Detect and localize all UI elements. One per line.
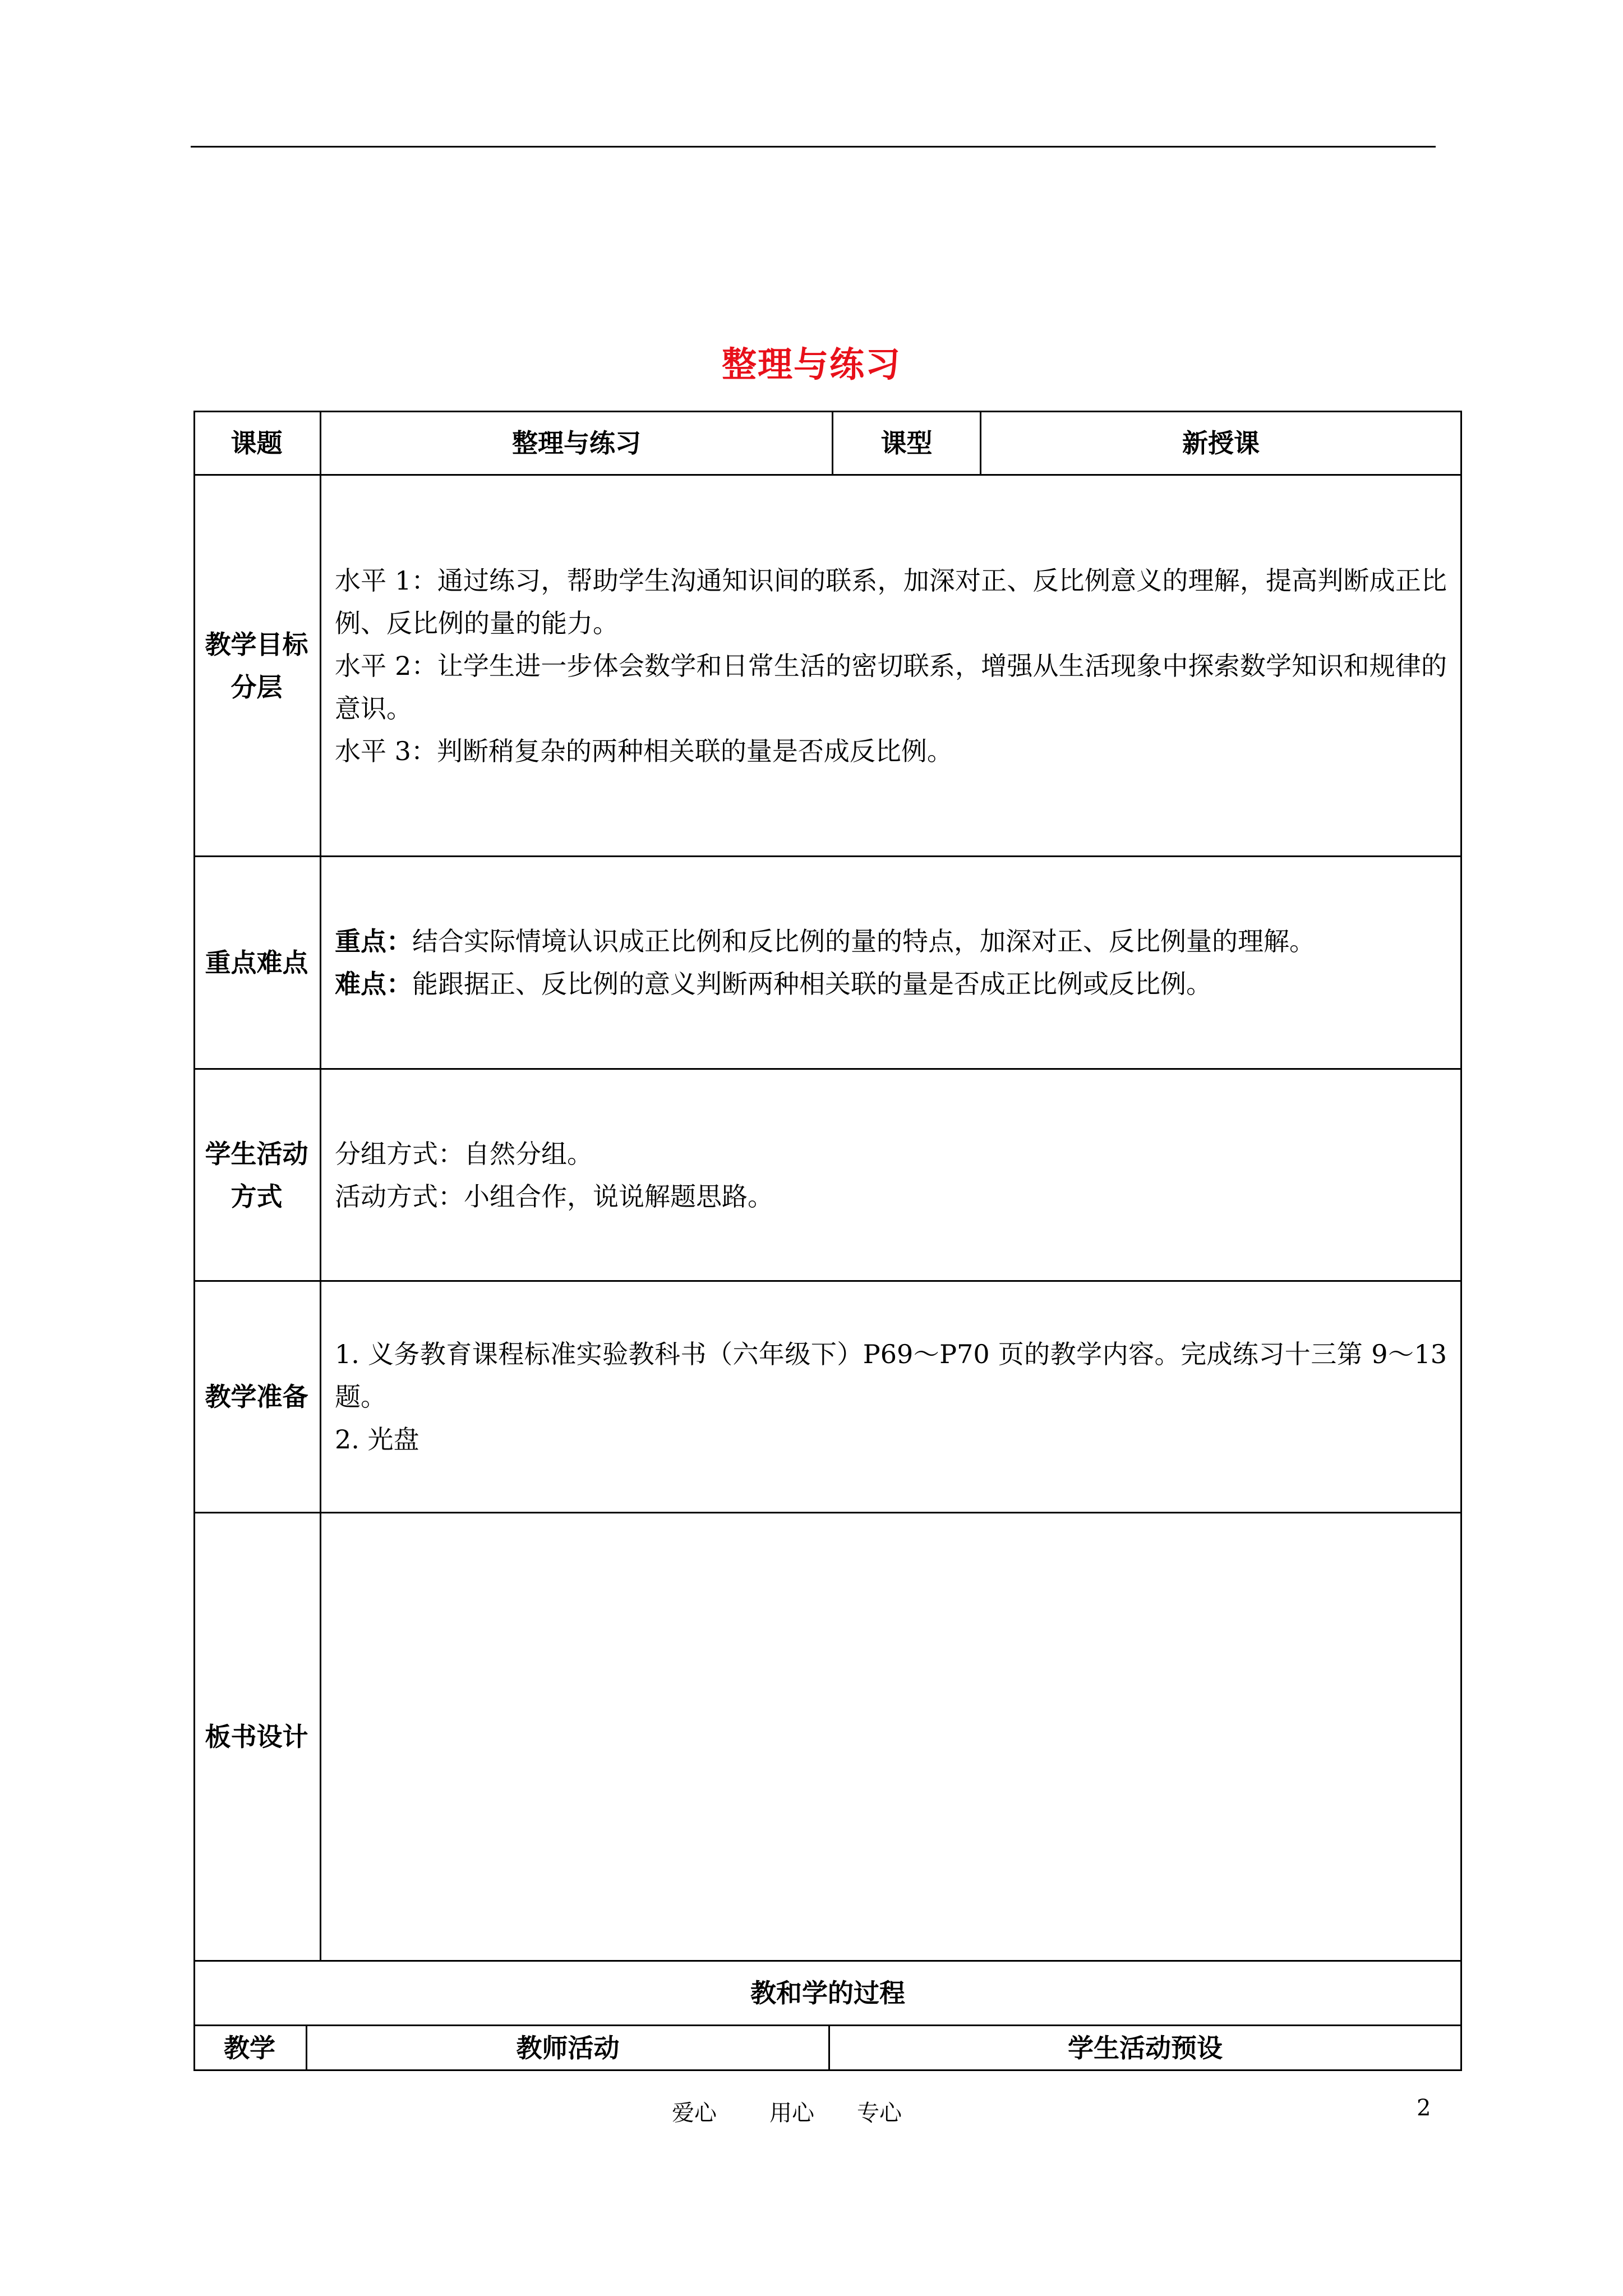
difficult-point-text: 能跟据正、反比例的意义判断两种相关联的量是否成正比例或反比例。 — [412, 969, 1212, 999]
footer-right: 专心 — [857, 2100, 902, 2126]
preparation-item-2: 2. 光盘 — [335, 1424, 419, 1455]
key-points-content — [321, 857, 1460, 1068]
objective-level-2: 水平 2：让学生进一步体会数学和日常生活的密切联系，增强从生活现象中探索数学知识和规律的意识。 — [335, 650, 1447, 724]
page-title: 整理与练习 — [721, 344, 901, 385]
objective-level-3: 水平 3：判断稍复杂的两种相关联的量是否成反比例。 — [335, 735, 953, 766]
header-rule — [191, 146, 1436, 148]
activities-label: 学生活动方式 — [205, 1138, 308, 1212]
difficult-point-label: 难点： — [335, 969, 412, 999]
objectives-content — [321, 476, 1460, 855]
process-col-student: 学生活动预设 — [1068, 2032, 1223, 2063]
preparation-item-1: 1. 义务教育课程标准实验教科书（六年级下）P69～P70 页的教学内容。完成练习十三第 9～13 题。 — [335, 1339, 1447, 1412]
preparation-label: 教学准备 — [205, 1382, 308, 1412]
topic-label: 课题 — [230, 428, 283, 458]
table-border-bottom — [193, 2069, 1462, 2071]
key-points-label: 重点难点 — [205, 947, 308, 978]
board-design-content — [321, 1513, 1460, 1960]
preparation-content — [321, 1282, 1460, 1512]
footer-left: 爱心 — [672, 2100, 717, 2126]
key-point — [335, 920, 1447, 963]
difficult-point — [335, 963, 1447, 1005]
key-point-text: 结合实际情境认识成正比例和反比例的量的特点，加深对正、反比例量的理解。 — [412, 926, 1315, 956]
table-border-right — [1460, 411, 1462, 2071]
lesson-plan-table — [193, 411, 1462, 2071]
process-col-stage: 教学 — [224, 2032, 275, 2063]
key-point-label: 重点： — [335, 926, 412, 956]
lesson-type-label: 课型 — [880, 428, 933, 458]
objective-level-1: 水平 1：通过练习，帮助学生沟通知识间的联系，加深对正、反比例意义的理解，提高判断成正比例、反比例的量的能力。 — [335, 565, 1447, 638]
activity-method: 活动方式：小组合作，说说解题思路。 — [335, 1181, 773, 1212]
process-col-teacher: 教师活动 — [516, 2032, 620, 2063]
objectives-label: 教学目标分层 — [205, 629, 308, 702]
grouping-method: 分组方式：自然分组。 — [335, 1138, 593, 1169]
board-design-label: 板书设计 — [205, 1722, 308, 1752]
topic-value: 整理与练习 — [512, 428, 641, 458]
footer-middle: 用心 — [769, 2100, 814, 2126]
process-heading: 教和学的过程 — [750, 1978, 905, 2008]
activities-content — [321, 1070, 1460, 1280]
page-number: 2 — [1417, 2095, 1431, 2121]
lesson-type-value: 新授课 — [1182, 428, 1260, 458]
